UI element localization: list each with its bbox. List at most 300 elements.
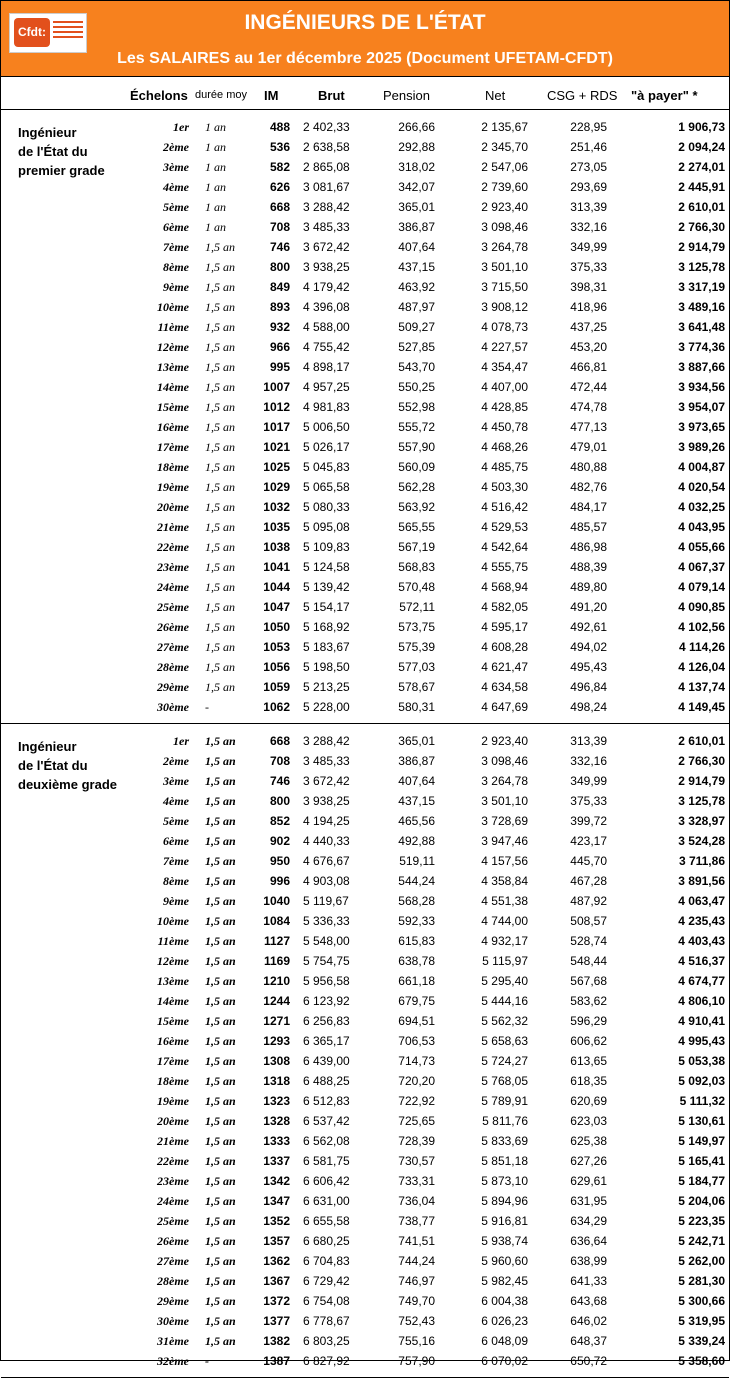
cell-pension: 733,31 bbox=[398, 1174, 435, 1188]
cell-csg-rds: 487,92 bbox=[570, 894, 607, 908]
cell-pension: 592,33 bbox=[398, 914, 435, 928]
cell-brut: 5 183,67 bbox=[303, 640, 350, 654]
cell-a-payer: 2 914,79 bbox=[678, 240, 725, 254]
cell-duree: 1,5 an bbox=[205, 954, 236, 968]
cell-csg-rds: 375,33 bbox=[570, 260, 607, 274]
col-net: Net bbox=[485, 88, 506, 103]
cell-net: 5 938,74 bbox=[481, 1234, 528, 1248]
cell-csg-rds: 528,74 bbox=[570, 934, 607, 948]
cell-brut: 5 124,58 bbox=[303, 560, 350, 574]
table-row bbox=[1, 991, 731, 1011]
cell-echelon: 14ème bbox=[157, 380, 189, 394]
cell-net: 3 264,78 bbox=[481, 774, 528, 788]
cell-csg-rds: 445,70 bbox=[570, 854, 607, 868]
cell-brut: 5 213,25 bbox=[303, 680, 350, 694]
cell-a-payer: 4 995,43 bbox=[678, 1034, 725, 1048]
grade-label-line: deuxième grade bbox=[18, 777, 117, 792]
cell-echelon: 27ème bbox=[157, 640, 189, 654]
table-row bbox=[1, 1171, 731, 1191]
cell-pension: 679,75 bbox=[398, 994, 435, 1008]
cell-a-payer: 2 445,91 bbox=[678, 180, 725, 194]
cell-pension: 730,57 bbox=[398, 1154, 435, 1168]
cell-pension: 555,72 bbox=[398, 420, 435, 434]
cell-duree: 1,5 an bbox=[205, 480, 235, 494]
cell-a-payer: 4 674,77 bbox=[678, 974, 725, 988]
cell-echelon: 24ème bbox=[157, 580, 189, 594]
table-row bbox=[1, 971, 731, 991]
cell-brut: 4 898,17 bbox=[303, 360, 350, 374]
grade-label-line: Ingénieur bbox=[18, 739, 77, 754]
cell-a-payer: 4 137,74 bbox=[678, 680, 725, 694]
document-header bbox=[1, 1, 729, 77]
cell-csg-rds: 332,16 bbox=[570, 754, 607, 768]
cell-csg-rds: 596,29 bbox=[570, 1014, 607, 1028]
cell-pension: 752,43 bbox=[398, 1314, 435, 1328]
cell-a-payer: 5 053,38 bbox=[678, 1054, 725, 1068]
cell-duree: 1 an bbox=[205, 160, 226, 174]
cell-duree: 1,5 an bbox=[205, 400, 235, 414]
table-row bbox=[1, 1051, 731, 1071]
cell-echelon: 16ème bbox=[157, 420, 189, 434]
cell-pension: 492,88 bbox=[398, 834, 435, 848]
cell-a-payer: 5 262,00 bbox=[678, 1254, 725, 1268]
cell-echelon: 1er bbox=[173, 734, 189, 748]
table-row bbox=[1, 1191, 731, 1211]
cell-csg-rds: 479,01 bbox=[570, 440, 607, 454]
cell-a-payer: 2 094,24 bbox=[678, 140, 725, 154]
cell-csg-rds: 489,80 bbox=[570, 580, 607, 594]
cell-echelon: 17ème bbox=[157, 1054, 189, 1068]
cell-net: 4 595,17 bbox=[481, 620, 528, 634]
cell-echelon: 28ème bbox=[157, 1274, 189, 1288]
cell-duree: 1,5 an bbox=[205, 1294, 236, 1308]
cell-a-payer: 4 020,54 bbox=[678, 480, 725, 494]
cell-pension: 552,98 bbox=[398, 400, 435, 414]
cell-net: 5 115,97 bbox=[482, 954, 528, 968]
cell-csg-rds: 618,35 bbox=[570, 1074, 607, 1088]
table-row bbox=[1, 1271, 731, 1291]
table-row bbox=[1, 537, 731, 557]
cell-echelon: 3ème bbox=[163, 160, 189, 174]
cell-echelon: 26ème bbox=[157, 620, 189, 634]
cell-brut: 5 095,08 bbox=[303, 520, 350, 534]
cell-brut: 6 778,67 bbox=[303, 1314, 350, 1328]
table-row bbox=[1, 1291, 731, 1311]
table-row bbox=[1, 1351, 731, 1371]
cell-im: 1012 bbox=[263, 400, 290, 414]
cell-echelon: 16ème bbox=[157, 1034, 189, 1048]
cell-net: 4 078,73 bbox=[481, 320, 528, 334]
cell-pension: 407,64 bbox=[398, 774, 435, 788]
cell-brut: 4 440,33 bbox=[303, 834, 350, 848]
cell-a-payer: 4 910,41 bbox=[678, 1014, 725, 1028]
cell-csg-rds: 437,25 bbox=[570, 320, 607, 334]
cell-im: 1271 bbox=[263, 1014, 290, 1028]
cell-net: 4 358,84 bbox=[481, 874, 528, 888]
cell-echelon: 17ème bbox=[157, 440, 189, 454]
cell-pension: 563,92 bbox=[398, 500, 435, 514]
cell-net: 3 715,50 bbox=[481, 280, 528, 294]
cell-echelon: 25ème bbox=[157, 600, 189, 614]
cell-pension: 577,03 bbox=[398, 660, 435, 674]
table-row bbox=[1, 637, 731, 657]
cell-echelon: 1er bbox=[173, 120, 189, 134]
cell-brut: 4 194,25 bbox=[303, 814, 350, 828]
cell-duree: 1,5 an bbox=[205, 1194, 236, 1208]
cell-brut: 6 365,17 bbox=[303, 1034, 350, 1048]
table-row bbox=[1, 791, 731, 811]
cell-pension: 386,87 bbox=[398, 220, 435, 234]
cell-echelon: 15ème bbox=[157, 400, 189, 414]
cell-a-payer: 5 111,32 bbox=[679, 1094, 725, 1108]
cell-pension: 527,85 bbox=[398, 340, 435, 354]
cell-a-payer: 5 358,60 bbox=[678, 1354, 725, 1368]
cell-a-payer: 4 090,85 bbox=[678, 600, 725, 614]
cell-csg-rds: 606,62 bbox=[570, 1034, 607, 1048]
cell-duree: 1,5 an bbox=[205, 1054, 236, 1068]
cell-im: 1040 bbox=[263, 894, 290, 908]
cell-net: 3 501,10 bbox=[481, 794, 528, 808]
table-row bbox=[1, 177, 731, 197]
cell-duree: 1 an bbox=[205, 140, 226, 154]
cell-csg-rds: 567,68 bbox=[570, 974, 607, 988]
cell-echelon: 14ème bbox=[157, 994, 189, 1008]
cell-csg-rds: 251,46 bbox=[570, 140, 607, 154]
cell-pension: 578,67 bbox=[398, 680, 435, 694]
cell-pension: 544,24 bbox=[398, 874, 435, 888]
cell-csg-rds: 399,72 bbox=[570, 814, 607, 828]
cell-pension: 661,18 bbox=[398, 974, 435, 988]
cell-net: 4 354,47 bbox=[481, 360, 528, 374]
cell-a-payer: 3 711,86 bbox=[678, 854, 725, 868]
table-row bbox=[1, 517, 731, 537]
cell-duree: 1,5 an bbox=[205, 260, 235, 274]
cell-pension: 568,83 bbox=[398, 560, 435, 574]
table-row bbox=[1, 457, 731, 477]
cell-brut: 3 672,42 bbox=[303, 240, 350, 254]
cell-brut: 6 562,08 bbox=[303, 1134, 350, 1148]
cell-duree: 1,5 an bbox=[205, 1274, 236, 1288]
cell-im: 1035 bbox=[263, 520, 290, 534]
cell-duree: 1,5 an bbox=[205, 1034, 236, 1048]
cell-im: 582 bbox=[269, 160, 290, 174]
table-row bbox=[1, 137, 731, 157]
cell-brut: 6 803,25 bbox=[303, 1334, 350, 1348]
cell-a-payer: 3 887,66 bbox=[678, 360, 725, 374]
cell-echelon: 20ème bbox=[157, 1114, 189, 1128]
cell-im: 996 bbox=[269, 874, 290, 888]
table-row bbox=[1, 1031, 731, 1051]
cell-brut: 3 485,33 bbox=[303, 754, 350, 768]
cell-echelon: 30ème bbox=[157, 700, 189, 714]
cell-im: 536 bbox=[269, 140, 290, 154]
cell-a-payer: 2 610,01 bbox=[678, 734, 725, 748]
cell-duree: - bbox=[205, 700, 209, 714]
table-row bbox=[1, 117, 731, 137]
cell-im: 1050 bbox=[263, 620, 290, 634]
cell-csg-rds: 474,78 bbox=[570, 400, 607, 414]
grade-label-line: de l'État du bbox=[18, 758, 88, 773]
cell-brut: 6 606,42 bbox=[303, 1174, 350, 1188]
cell-im: 1387 bbox=[263, 1354, 290, 1368]
cell-brut: 3 288,42 bbox=[303, 734, 350, 748]
cell-net: 4 582,05 bbox=[481, 600, 528, 614]
table-row bbox=[1, 277, 731, 297]
cell-net: 5 658,63 bbox=[481, 1034, 528, 1048]
cell-brut: 6 488,25 bbox=[303, 1074, 350, 1088]
table-row bbox=[1, 617, 731, 637]
cell-brut: 3 485,33 bbox=[303, 220, 350, 234]
cell-echelon: 2ème bbox=[163, 140, 189, 154]
cell-a-payer: 4 235,43 bbox=[678, 914, 725, 928]
cell-duree: 1,5 an bbox=[205, 814, 236, 828]
cell-a-payer: 5 242,71 bbox=[678, 1234, 725, 1248]
cell-im: 1053 bbox=[263, 640, 290, 654]
cell-pension: 437,15 bbox=[398, 794, 435, 808]
cell-brut: 6 704,83 bbox=[303, 1254, 350, 1268]
cell-echelon: 6ème bbox=[163, 834, 189, 848]
cell-im: 1017 bbox=[263, 420, 290, 434]
cell-a-payer: 4 067,37 bbox=[678, 560, 725, 574]
cell-a-payer: 4 516,37 bbox=[678, 954, 725, 968]
cell-pension: 568,28 bbox=[398, 894, 435, 908]
cell-duree: 1,5 an bbox=[205, 894, 236, 908]
table-row bbox=[1, 911, 731, 931]
cell-echelon: 18ème bbox=[157, 460, 189, 474]
cell-net: 6 048,09 bbox=[481, 1334, 528, 1348]
cell-net: 4 503,30 bbox=[481, 480, 528, 494]
cell-net: 5 768,05 bbox=[481, 1074, 528, 1088]
cell-brut: 6 680,25 bbox=[303, 1234, 350, 1248]
cell-brut: 4 981,83 bbox=[303, 400, 350, 414]
cell-duree: 1,5 an bbox=[205, 994, 236, 1008]
cell-echelon: 4ème bbox=[163, 794, 189, 808]
cell-echelon: 31ème bbox=[157, 1334, 189, 1348]
cell-im: 1029 bbox=[263, 480, 290, 494]
cell-pension: 386,87 bbox=[398, 754, 435, 768]
cell-net: 2 135,67 bbox=[481, 120, 528, 134]
cell-duree: 1,5 an bbox=[205, 420, 235, 434]
cell-duree: 1,5 an bbox=[205, 1174, 236, 1188]
cell-net: 5 789,91 bbox=[481, 1094, 528, 1108]
cell-im: 1347 bbox=[263, 1194, 290, 1208]
cell-duree: 1,5 an bbox=[205, 240, 235, 254]
cell-duree: 1,5 an bbox=[205, 520, 235, 534]
cell-duree: 1,5 an bbox=[205, 440, 235, 454]
cell-im: 1041 bbox=[263, 560, 290, 574]
cell-brut: 6 581,75 bbox=[303, 1154, 350, 1168]
table-row bbox=[1, 157, 731, 177]
cell-csg-rds: 480,88 bbox=[570, 460, 607, 474]
cell-a-payer: 3 125,78 bbox=[678, 794, 725, 808]
cell-echelon: 10ème bbox=[157, 914, 189, 928]
cell-duree: 1,5 an bbox=[205, 974, 236, 988]
cell-im: 800 bbox=[269, 260, 290, 274]
cell-pension: 738,77 bbox=[398, 1214, 435, 1228]
cell-csg-rds: 650,72 bbox=[570, 1354, 607, 1368]
table-row bbox=[1, 397, 731, 417]
table-row bbox=[1, 337, 731, 357]
cell-net: 3 501,10 bbox=[481, 260, 528, 274]
cell-pension: 615,83 bbox=[398, 934, 435, 948]
cell-net: 3 098,46 bbox=[481, 754, 528, 768]
cell-duree: - bbox=[205, 1354, 209, 1368]
cell-csg-rds: 498,24 bbox=[570, 700, 607, 714]
table-row bbox=[1, 1331, 731, 1351]
cell-im: 1210 bbox=[263, 974, 290, 988]
cell-im: 1323 bbox=[263, 1094, 290, 1108]
cell-brut: 5 119,67 bbox=[303, 894, 349, 908]
cell-net: 5 295,40 bbox=[481, 974, 528, 988]
cell-im: 1367 bbox=[263, 1274, 290, 1288]
table-row bbox=[1, 871, 731, 891]
cell-duree: 1 an bbox=[205, 120, 226, 134]
cell-im: 1328 bbox=[263, 1114, 290, 1128]
table-row bbox=[1, 1111, 731, 1131]
cell-duree: 1,5 an bbox=[205, 834, 236, 848]
col-pension: Pension bbox=[383, 88, 430, 103]
cell-net: 5 851,18 bbox=[481, 1154, 528, 1168]
cell-brut: 6 537,42 bbox=[303, 1114, 350, 1128]
cell-echelon: 19ème bbox=[157, 480, 189, 494]
cell-pension: 728,39 bbox=[398, 1134, 435, 1148]
cell-echelon: 4ème bbox=[163, 180, 189, 194]
cell-pension: 365,01 bbox=[398, 200, 435, 214]
cell-net: 4 529,53 bbox=[481, 520, 528, 534]
table-row bbox=[1, 677, 731, 697]
cell-brut: 4 755,42 bbox=[303, 340, 350, 354]
cell-a-payer: 4 063,47 bbox=[678, 894, 725, 908]
cell-net: 6 004,38 bbox=[481, 1294, 528, 1308]
cell-im: 932 bbox=[269, 320, 290, 334]
cell-im: 966 bbox=[269, 340, 290, 354]
cell-duree: 1,5 an bbox=[205, 1214, 236, 1228]
cell-echelon: 8ème bbox=[163, 260, 189, 274]
cell-csg-rds: 643,68 bbox=[570, 1294, 607, 1308]
cell-im: 1342 bbox=[263, 1174, 290, 1188]
cell-a-payer: 2 914,79 bbox=[678, 774, 725, 788]
table-row bbox=[1, 1151, 731, 1171]
cell-echelon: 25ème bbox=[157, 1214, 189, 1228]
cell-echelon: 12ème bbox=[157, 954, 189, 968]
cell-pension: 570,48 bbox=[398, 580, 435, 594]
cell-duree: 1,5 an bbox=[205, 1334, 236, 1348]
cell-csg-rds: 349,99 bbox=[570, 774, 607, 788]
cell-csg-rds: 485,57 bbox=[570, 520, 607, 534]
cell-net: 3 728,69 bbox=[481, 814, 528, 828]
cell-a-payer: 1 906,73 bbox=[678, 120, 725, 134]
cell-net: 4 647,69 bbox=[481, 700, 528, 714]
cell-im: 488 bbox=[269, 120, 290, 134]
cell-pension: 714,73 bbox=[398, 1054, 435, 1068]
cell-csg-rds: 627,26 bbox=[570, 1154, 607, 1168]
table-row bbox=[1, 751, 731, 771]
grade-label-line: Ingénieur bbox=[18, 125, 77, 140]
cell-a-payer: 2 610,01 bbox=[678, 200, 725, 214]
cell-pension: 694,51 bbox=[398, 1014, 435, 1028]
cell-duree: 1,5 an bbox=[205, 734, 236, 748]
cell-brut: 5 168,92 bbox=[303, 620, 350, 634]
cell-net: 4 227,57 bbox=[481, 340, 528, 354]
cell-pension: 463,92 bbox=[398, 280, 435, 294]
cell-a-payer: 3 489,16 bbox=[678, 300, 725, 314]
cell-net: 3 908,12 bbox=[481, 300, 528, 314]
cell-csg-rds: 332,16 bbox=[570, 220, 607, 234]
cell-csg-rds: 495,43 bbox=[570, 660, 607, 674]
grade-section bbox=[1, 110, 729, 724]
cell-a-payer: 5 300,66 bbox=[678, 1294, 725, 1308]
cell-a-payer: 3 774,36 bbox=[678, 340, 725, 354]
cell-csg-rds: 228,95 bbox=[570, 120, 607, 134]
cell-brut: 5 336,33 bbox=[303, 914, 350, 928]
cell-csg-rds: 313,39 bbox=[570, 734, 607, 748]
document-title: INGÉNIEURS DE L'ÉTAT bbox=[244, 11, 486, 34]
col-echelons: Échelons bbox=[130, 88, 188, 103]
cell-duree: 1,5 an bbox=[205, 540, 235, 554]
cell-echelon: 22ème bbox=[157, 540, 189, 554]
cell-pension: 407,64 bbox=[398, 240, 435, 254]
cell-net: 4 568,94 bbox=[481, 580, 528, 594]
cell-net: 3 264,78 bbox=[481, 240, 528, 254]
table-row bbox=[1, 597, 731, 617]
cell-brut: 5 045,83 bbox=[303, 460, 350, 474]
cell-echelon: 7ème bbox=[163, 854, 189, 868]
table-row bbox=[1, 1251, 731, 1271]
cell-duree: 1,5 an bbox=[205, 934, 236, 948]
col-a-payer: "à payer" * bbox=[631, 88, 698, 103]
table-row bbox=[1, 197, 731, 217]
cell-duree: 1,5 an bbox=[205, 774, 236, 788]
table-row bbox=[1, 377, 731, 397]
cell-pension: 722,92 bbox=[398, 1094, 435, 1108]
cell-brut: 5 548,00 bbox=[303, 934, 350, 948]
cell-brut: 6 512,83 bbox=[303, 1094, 350, 1108]
table-row bbox=[1, 1131, 731, 1151]
cell-im: 746 bbox=[269, 240, 290, 254]
cell-pension: 749,70 bbox=[398, 1294, 435, 1308]
salary-table bbox=[1, 110, 729, 1378]
cell-im: 1025 bbox=[263, 460, 290, 474]
cell-pension: 573,75 bbox=[398, 620, 435, 634]
cell-im: 1038 bbox=[263, 540, 290, 554]
cell-csg-rds: 398,31 bbox=[570, 280, 607, 294]
cell-net: 4 485,75 bbox=[481, 460, 528, 474]
cell-a-payer: 5 092,03 bbox=[678, 1074, 725, 1088]
cell-csg-rds: 648,37 bbox=[570, 1334, 607, 1348]
cell-echelon: 32ème bbox=[157, 1354, 189, 1368]
cell-a-payer: 5 204,06 bbox=[678, 1194, 725, 1208]
cell-net: 4 608,28 bbox=[481, 640, 528, 654]
table-row bbox=[1, 697, 731, 717]
cell-net: 4 157,56 bbox=[481, 854, 528, 868]
cell-duree: 1,5 an bbox=[205, 1154, 236, 1168]
cell-pension: 509,27 bbox=[398, 320, 435, 334]
cell-csg-rds: 494,02 bbox=[570, 640, 607, 654]
cell-a-payer: 2 274,01 bbox=[678, 160, 725, 174]
cell-net: 2 739,60 bbox=[481, 180, 528, 194]
col-duree: durée moy bbox=[195, 89, 247, 101]
cell-echelon: 23ème bbox=[157, 560, 189, 574]
table-row bbox=[1, 1071, 731, 1091]
cell-net: 4 621,47 bbox=[481, 660, 528, 674]
cell-pension: 746,97 bbox=[398, 1274, 435, 1288]
table-row bbox=[1, 237, 731, 257]
cell-duree: 1,5 an bbox=[205, 1254, 236, 1268]
cell-brut: 4 676,67 bbox=[303, 854, 350, 868]
cell-duree: 1,5 an bbox=[205, 1094, 236, 1108]
cell-net: 6 026,23 bbox=[481, 1314, 528, 1328]
cell-im: 1044 bbox=[263, 580, 290, 594]
